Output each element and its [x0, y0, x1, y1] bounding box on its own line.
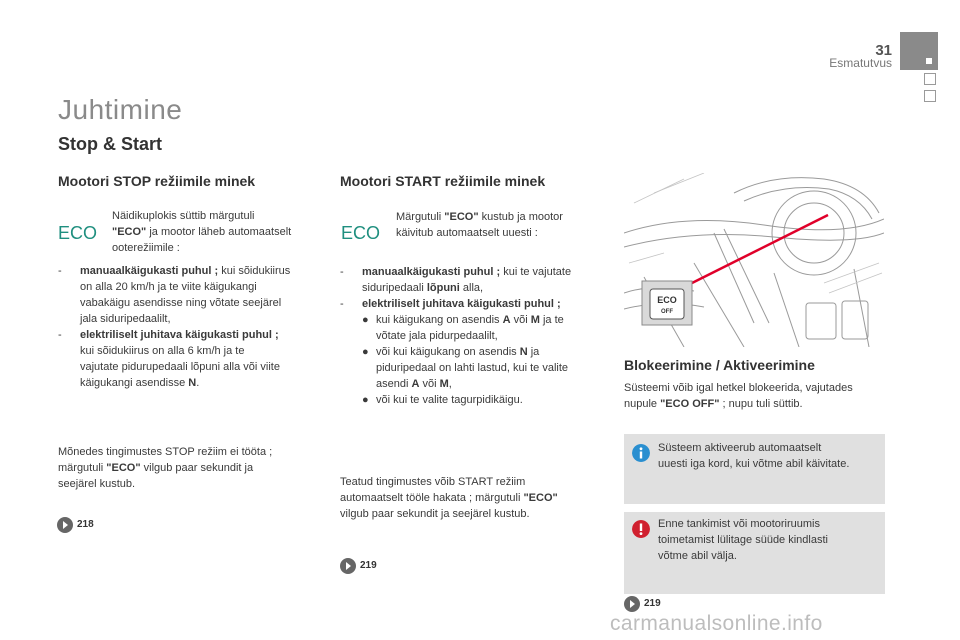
- arrow-right-icon: [340, 558, 356, 574]
- lock-activate-text: Süsteemi võib igal hetkel blokeerida, vajutades nupule "ECO OFF" ; nupu tuli süttib.: [624, 382, 853, 410]
- sub-list-item: ● või kui käigukang on asendis N ja piduripedaal on lahti lastud, kui te valite asendi A või M,: [362, 346, 569, 390]
- lock-activate-heading: Blokeerimine / Aktiveerimine: [624, 357, 815, 373]
- arrow-right-icon: [624, 596, 640, 612]
- watermark: carmanualsonline.info: [610, 612, 823, 635]
- chapter-tab-active: [900, 32, 938, 70]
- warning-box: [624, 512, 885, 594]
- arrow-right-icon: [57, 517, 73, 533]
- start-mode-eco-text: Märgutuli "ECO" kustub ja mootor käivitub automaatselt uuesti :: [396, 211, 563, 239]
- reference-page-number: 219: [644, 598, 661, 609]
- start-mode-conditions: [340, 264, 610, 408]
- section-title: Esmatutvus: [829, 56, 892, 70]
- page-reference-link[interactable]: [57, 516, 94, 533]
- list-item: - elektriliselt juhitava käigukasti puhul ; kui sõidukiirus on alla 6 km/h ja te vajutate pidurupedaali lõpuni alla või viite käigukangi asendisse N.: [58, 329, 280, 389]
- dashboard-illustration: [624, 173, 884, 347]
- page-reference-link[interactable]: [340, 557, 377, 574]
- list-item: - manuaalkäigukasti puhul ; kui te vajutate siduripedaali lõpuni alla,: [340, 266, 572, 294]
- reference-page-number: 218: [77, 519, 94, 530]
- list-item: - manuaalkäigukasti puhul ; kui sõidukiirus on alla 20 km/h ja te viite käigukangi vabakäigu asendisse ning võtate seejärel jala siduripedaalilt,: [58, 265, 291, 325]
- chapter-tab-inactive: [924, 90, 936, 102]
- page-number: 31: [875, 42, 892, 59]
- reference-page-number: 219: [360, 560, 377, 571]
- svg-text:ECO: ECO: [58, 223, 98, 242]
- sub-list-item: ● või kui te valite tagurpidikäigu.: [362, 394, 523, 406]
- page-title: Juhtimine: [58, 94, 183, 125]
- info-icon: [632, 444, 650, 462]
- warning-icon: [632, 520, 650, 538]
- stop-mode-conditions: [58, 263, 328, 391]
- info-box: [624, 434, 885, 504]
- warning-text: Enne tankimist või mootoriruumis toimetamist lülitage süüde kindlasti võtme abil välja.: [658, 518, 828, 562]
- eco-off-button-label: ECO: [657, 295, 677, 305]
- sub-list-item: ● kui käigukang on asendis A või M ja te võtate jala pidurpedaalilt,: [362, 314, 564, 342]
- start-mode-heading: Mootori START režiimile minek: [340, 173, 546, 189]
- eco-indicator-icon: [57, 222, 103, 242]
- stop-mode-eco-text: Näidikuplokis süttib märgutuli "ECO" ja mootor läheb automaatselt ooterežiimile :: [112, 210, 292, 254]
- list-item: - elektriliselt juhitava käigukasti puhul ; ● kui käigukang on asendis A või M ja te võtate jala pidurpedaalilt, ● või kui käigukang on asendis N ja piduripedaal on lahti lastud, kui te valite asendi A või M, ● või kui te valite tagurpidikäigu.: [340, 298, 569, 406]
- stop-mode-heading: Mootori STOP režiimile minek: [58, 173, 256, 189]
- page-subtitle: Stop & Start: [58, 134, 163, 154]
- eco-indicator-icon: [340, 222, 386, 242]
- info-text: Süsteem aktiveerub automaatselt uuesti iga kord, kui võtme abil käivitate.: [658, 442, 850, 470]
- eco-off-button-sublabel: OFF: [661, 309, 673, 315]
- svg-text:ECO: ECO: [341, 223, 381, 242]
- stop-mode-note: Mõnedes tingimustes STOP režiim ei tööta ; märgutuli "ECO" vilgub paar sekundit ja seejärel kustub.: [58, 446, 273, 490]
- chapter-tab-inactive: [924, 73, 936, 85]
- page-reference-link[interactable]: [624, 595, 661, 612]
- chapter-tab-marker: [926, 58, 932, 64]
- start-mode-note: Teatud tingimustes võib START režiim automaatselt tööle hakata ; märgutuli "ECO" vilgub paar sekundit ja seejärel kustub.: [340, 476, 558, 520]
